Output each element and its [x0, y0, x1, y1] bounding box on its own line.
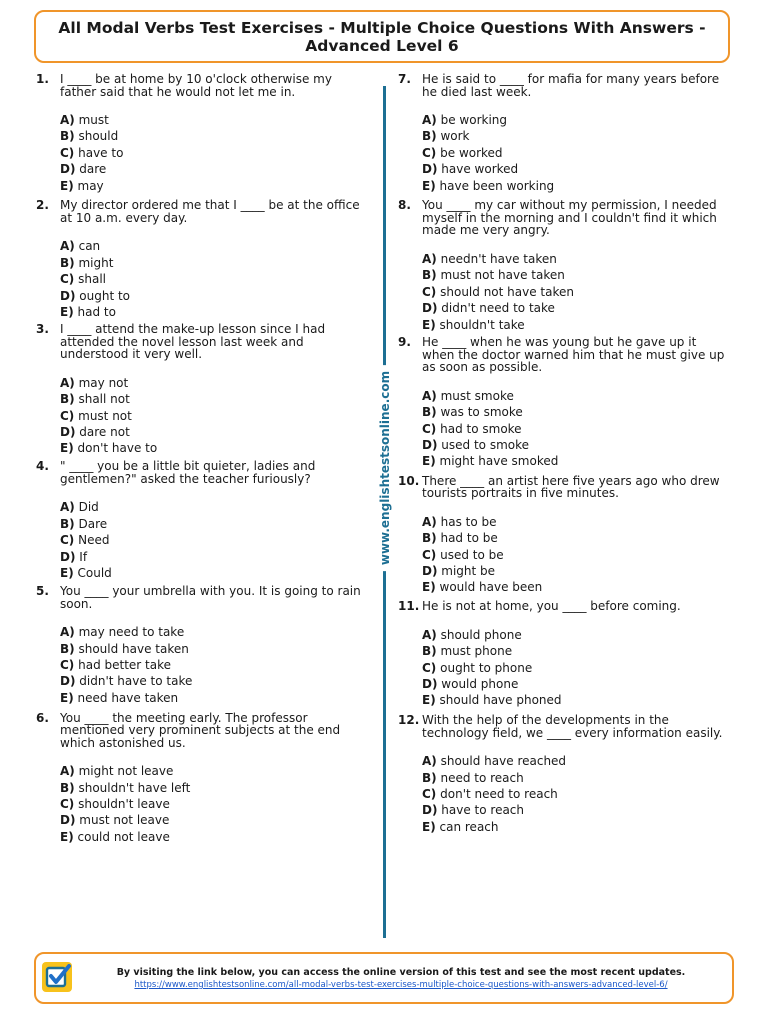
option-letter: E)	[422, 580, 436, 595]
option-letter: C)	[60, 797, 75, 812]
answer-options	[422, 388, 728, 470]
question-row	[398, 714, 728, 739]
option-letter: A)	[422, 113, 437, 127]
option-letter: A)	[60, 375, 75, 390]
answer-option[interactable]	[60, 796, 366, 812]
answer-option[interactable]	[422, 145, 728, 161]
question-text: You ____ your umbrella with you. It is going to rain soon.	[60, 584, 361, 611]
option-text: have to	[78, 145, 124, 160]
option-text: was to smoke	[440, 405, 523, 420]
answer-option[interactable]	[60, 812, 366, 828]
checkbox-logo-icon	[42, 962, 72, 992]
option-text: used to be	[440, 547, 504, 562]
option-text: Did	[78, 500, 99, 515]
option-text: may	[77, 178, 104, 193]
option-letter: D)	[422, 803, 438, 818]
question-block	[398, 199, 728, 332]
question-number: 11.	[398, 599, 420, 614]
answer-option[interactable]	[422, 770, 728, 786]
option-letter: A)	[60, 113, 75, 127]
question-row	[36, 460, 366, 485]
answer-option[interactable]	[60, 657, 366, 673]
footer-box	[34, 952, 734, 1004]
answer-option[interactable]	[422, 786, 728, 802]
option-text: must phone	[440, 644, 513, 659]
question-block	[36, 199, 366, 320]
option-text: had better take	[78, 658, 172, 673]
question-row	[398, 336, 728, 374]
answer-option[interactable]	[60, 673, 366, 689]
option-text: have worked	[441, 162, 519, 177]
answer-option[interactable]	[422, 802, 728, 818]
option-text: should have phoned	[439, 693, 562, 708]
answer-option[interactable]	[60, 624, 366, 640]
question-row	[398, 475, 728, 500]
answer-option[interactable]	[60, 440, 366, 456]
answer-options	[60, 375, 366, 457]
answer-option[interactable]	[60, 128, 366, 144]
option-text: dare not	[79, 425, 130, 440]
option-letter: B)	[422, 531, 437, 546]
question-text: I ____ attend the make-up lesson since I had attended the novel lesson last week and understood it very well.	[60, 322, 326, 362]
question-number: 4.	[36, 459, 49, 474]
answer-option[interactable]	[60, 255, 366, 271]
option-text: didn't need to take	[441, 301, 555, 316]
option-text: can	[78, 239, 101, 254]
answer-option[interactable]	[422, 388, 728, 404]
option-letter: D)	[422, 162, 438, 177]
option-letter: D)	[60, 549, 76, 564]
answer-option[interactable]	[422, 530, 728, 546]
question-number: 2.	[36, 198, 49, 213]
site-watermark: www.englishtestsonline.com	[378, 365, 392, 571]
answer-option[interactable]	[422, 317, 728, 333]
answer-option[interactable]	[422, 161, 728, 177]
question-row	[36, 323, 366, 361]
option-letter: B)	[422, 129, 437, 144]
answer-options	[422, 753, 728, 835]
option-letter: E)	[60, 441, 74, 456]
option-letter: D)	[60, 162, 76, 177]
question-number: 6.	[36, 710, 49, 725]
answer-option[interactable]	[60, 408, 366, 424]
option-text: might have smoked	[439, 454, 559, 469]
answer-option[interactable]	[422, 514, 728, 530]
option-letter: B)	[60, 255, 75, 270]
answer-options	[60, 763, 366, 845]
answer-option[interactable]	[60, 763, 366, 779]
option-text: must	[78, 113, 109, 127]
option-letter: A)	[60, 500, 75, 515]
option-text: should have taken	[78, 641, 189, 656]
option-letter: E)	[422, 317, 436, 332]
option-text: didn't have to take	[79, 674, 193, 689]
footer-text: By visiting the link below, you can access the online version of this test and see the most recent updates.	[116, 967, 686, 978]
option-letter: B)	[422, 644, 437, 659]
online-version-link[interactable]: https://www.englishtestsonline.com/all-modal-verbs-test-exercises-multiple-choice-questions-with-answers-advanced-level-6/	[134, 980, 668, 990]
answer-option[interactable]	[60, 288, 366, 304]
answer-option[interactable]	[422, 267, 728, 283]
option-letter: B)	[60, 641, 75, 656]
option-text: don't have to	[77, 441, 158, 456]
answer-options	[422, 627, 728, 709]
question-text: You ____ my car without my permission, I needed myself in the morning and I couldn't find it which made me very angry.	[422, 198, 717, 238]
question-number: 10.	[398, 473, 420, 488]
option-text: dare	[79, 162, 107, 177]
answer-option[interactable]	[60, 829, 366, 845]
answer-option[interactable]	[60, 375, 366, 391]
option-letter: A)	[422, 251, 437, 266]
option-text: Need	[78, 533, 110, 548]
answer-option[interactable]	[60, 499, 366, 515]
answer-option[interactable]	[60, 641, 366, 657]
option-letter: C)	[60, 408, 75, 423]
option-text: shouldn't have left	[78, 780, 191, 795]
option-letter: D)	[422, 676, 438, 691]
option-letter: D)	[60, 674, 76, 689]
answer-options	[422, 112, 728, 194]
question-text: He ____ when he was young but he gave up it when the doctor warned him that he must give up as soon as possible.	[422, 335, 725, 375]
option-letter: B)	[60, 392, 75, 407]
question-number: 3.	[36, 322, 49, 337]
question-text: There ____ an artist here five years ago who drew tourists portraits in five minutes.	[422, 473, 720, 501]
option-text: should have reached	[440, 754, 567, 769]
option-letter: E)	[60, 829, 74, 844]
question-text: He is said to ____ for mafia for many years before he died last week.	[422, 72, 720, 99]
answer-option[interactable]	[422, 300, 728, 316]
answer-options	[60, 112, 366, 194]
question-number: 5.	[36, 584, 49, 599]
option-text: have to reach	[441, 803, 525, 818]
option-text: should not have taken	[440, 284, 574, 299]
option-text: Dare	[78, 516, 108, 531]
option-letter: C)	[60, 145, 75, 160]
option-text: can reach	[439, 819, 499, 834]
question-row	[36, 199, 366, 224]
answer-option[interactable]	[60, 112, 366, 128]
answer-options	[60, 499, 366, 581]
question-row	[36, 585, 366, 610]
option-letter: E)	[422, 693, 436, 708]
option-letter: A)	[422, 388, 437, 403]
option-letter: C)	[60, 533, 75, 548]
answer-option[interactable]	[60, 304, 366, 320]
answer-option[interactable]	[422, 643, 728, 659]
answer-option[interactable]	[60, 690, 366, 706]
answer-option[interactable]	[422, 819, 728, 835]
option-text: must not	[78, 408, 132, 423]
question-number: 8.	[398, 198, 411, 213]
option-text: don't need to reach	[440, 787, 558, 802]
option-letter: E)	[422, 819, 436, 834]
option-letter: A)	[422, 627, 437, 642]
option-text: be working	[440, 113, 508, 127]
answer-option[interactable]	[422, 627, 728, 643]
option-letter: E)	[60, 565, 74, 580]
option-text: would have been	[439, 580, 543, 595]
option-text: have been working	[439, 178, 555, 193]
option-text: shall not	[78, 392, 130, 407]
option-text: used to smoke	[441, 438, 530, 453]
option-letter: A)	[60, 239, 75, 254]
question-block	[398, 475, 728, 596]
question-row	[36, 73, 366, 98]
option-text: needn't have taken	[440, 251, 557, 266]
option-text: work	[440, 129, 470, 144]
question-text: He is not at home, you ____ before coming.	[422, 599, 681, 614]
question-text: You ____ the meeting early. The professor mentioned very prominent subjects at the end which astonished us.	[60, 710, 341, 750]
answer-option[interactable]	[60, 161, 366, 177]
answer-option[interactable]	[422, 753, 728, 769]
option-letter: C)	[422, 547, 437, 562]
answer-option[interactable]	[422, 547, 728, 563]
question-number: 7.	[398, 72, 411, 86]
question-block	[36, 460, 366, 581]
title-box	[34, 10, 730, 63]
question-number: 9.	[398, 335, 411, 350]
option-letter: C)	[422, 284, 437, 299]
option-text: must smoke	[440, 388, 514, 403]
option-letter: C)	[60, 272, 75, 287]
option-text: may not	[78, 375, 129, 390]
question-block	[398, 336, 728, 469]
question-row	[398, 600, 728, 613]
option-text: may need to take	[78, 625, 185, 640]
option-letter: A)	[60, 764, 75, 779]
answer-option[interactable]	[60, 391, 366, 407]
option-letter: B)	[60, 129, 75, 144]
option-letter: D)	[60, 288, 76, 303]
option-text: must not have taken	[440, 268, 565, 283]
option-text: had to smoke	[440, 421, 522, 436]
option-text: Could	[77, 565, 112, 580]
answer-options	[60, 624, 366, 706]
answer-options	[60, 238, 366, 320]
option-text: If	[79, 549, 88, 564]
question-row	[398, 73, 728, 98]
answer-option[interactable]	[422, 692, 728, 708]
option-text: should phone	[440, 627, 522, 642]
answer-option[interactable]	[60, 549, 366, 565]
option-letter: E)	[422, 178, 436, 193]
answer-option[interactable]	[60, 424, 366, 440]
question-block	[398, 600, 728, 708]
option-text: be worked	[440, 145, 503, 160]
answer-option[interactable]	[422, 251, 728, 267]
option-letter: C)	[422, 787, 437, 802]
question-text: With the help of the developments in the technology field, we ____ every information easily.	[422, 713, 723, 740]
answer-option[interactable]	[422, 563, 728, 579]
answer-option[interactable]	[422, 128, 728, 144]
option-text: shouldn't take	[439, 317, 525, 332]
answer-option[interactable]	[422, 178, 728, 194]
answer-option[interactable]	[422, 421, 728, 437]
option-text: would phone	[441, 676, 519, 691]
option-text: must not leave	[79, 813, 170, 828]
answer-option[interactable]	[422, 404, 728, 420]
answer-option[interactable]	[422, 437, 728, 453]
answer-option[interactable]	[422, 579, 728, 595]
option-letter: D)	[60, 813, 76, 828]
option-text: might	[78, 255, 114, 270]
option-letter: D)	[60, 425, 76, 440]
answer-option[interactable]	[422, 284, 728, 300]
option-text: had to	[77, 305, 116, 320]
option-text: might not leave	[78, 764, 174, 779]
option-text: ought to phone	[440, 660, 533, 675]
question-row	[398, 199, 728, 237]
answer-option[interactable]	[422, 453, 728, 469]
option-letter: D)	[422, 564, 438, 579]
option-letter: E)	[60, 305, 74, 320]
option-text: has to be	[440, 514, 497, 529]
question-block	[36, 585, 366, 706]
option-letter: E)	[422, 454, 436, 469]
question-block	[398, 714, 728, 835]
question-number: 1.	[36, 72, 49, 86]
option-text: should	[78, 129, 119, 144]
answer-option[interactable]	[60, 145, 366, 161]
option-letter: C)	[422, 660, 437, 675]
option-letter: A)	[422, 514, 437, 529]
option-letter: E)	[60, 178, 74, 193]
answer-option[interactable]	[422, 676, 728, 692]
question-block	[398, 73, 728, 194]
answer-option[interactable]	[60, 271, 366, 287]
option-letter: B)	[60, 516, 75, 531]
question-row	[36, 712, 366, 750]
question-number: 12.	[398, 713, 420, 728]
question-block	[36, 712, 366, 845]
option-text: shall	[78, 272, 107, 287]
option-text: ought to	[79, 288, 131, 303]
question-text: I ____ be at home by 10 o'clock otherwise my father said that he would not let me in.	[60, 72, 332, 99]
page-title: All Modal Verbs Test Exercises - Multiple Choice Questions With Answers - Advanced Level 6	[58, 18, 706, 55]
question-block	[36, 73, 366, 194]
option-letter: E)	[60, 690, 74, 705]
option-letter: D)	[422, 438, 438, 453]
answer-option[interactable]	[60, 780, 366, 796]
question-text: " ____ you be a little bit quieter, ladies and gentlemen?" asked the teacher furiously?	[60, 459, 316, 486]
question-block	[36, 323, 366, 456]
answer-option[interactable]	[60, 178, 366, 194]
option-letter: A)	[422, 754, 437, 769]
question-text: My director ordered me that I ____ be at the office at 10 a.m. every day.	[60, 198, 360, 225]
answer-option[interactable]	[60, 565, 366, 581]
answer-options	[422, 251, 728, 333]
option-letter: A)	[60, 625, 75, 640]
option-text: shouldn't leave	[78, 797, 170, 812]
answer-option[interactable]	[60, 238, 366, 254]
option-letter: B)	[422, 268, 437, 283]
answer-option[interactable]	[422, 660, 728, 676]
option-letter: C)	[422, 421, 437, 436]
option-letter: C)	[422, 145, 437, 160]
option-text: need to reach	[440, 770, 524, 785]
option-text: need have taken	[77, 690, 179, 705]
answer-option[interactable]	[422, 112, 728, 128]
option-letter: D)	[422, 301, 438, 316]
question-column-right	[398, 73, 728, 835]
option-letter: C)	[60, 658, 75, 673]
option-text: had to be	[440, 531, 498, 546]
option-letter: B)	[422, 405, 437, 420]
answer-option[interactable]	[60, 516, 366, 532]
option-text: could not leave	[77, 829, 170, 844]
option-letter: B)	[60, 780, 75, 795]
option-letter: B)	[422, 770, 437, 785]
option-text: might be	[441, 564, 496, 579]
answer-options	[422, 514, 728, 596]
question-column-left	[36, 73, 366, 845]
answer-option[interactable]	[60, 532, 366, 548]
